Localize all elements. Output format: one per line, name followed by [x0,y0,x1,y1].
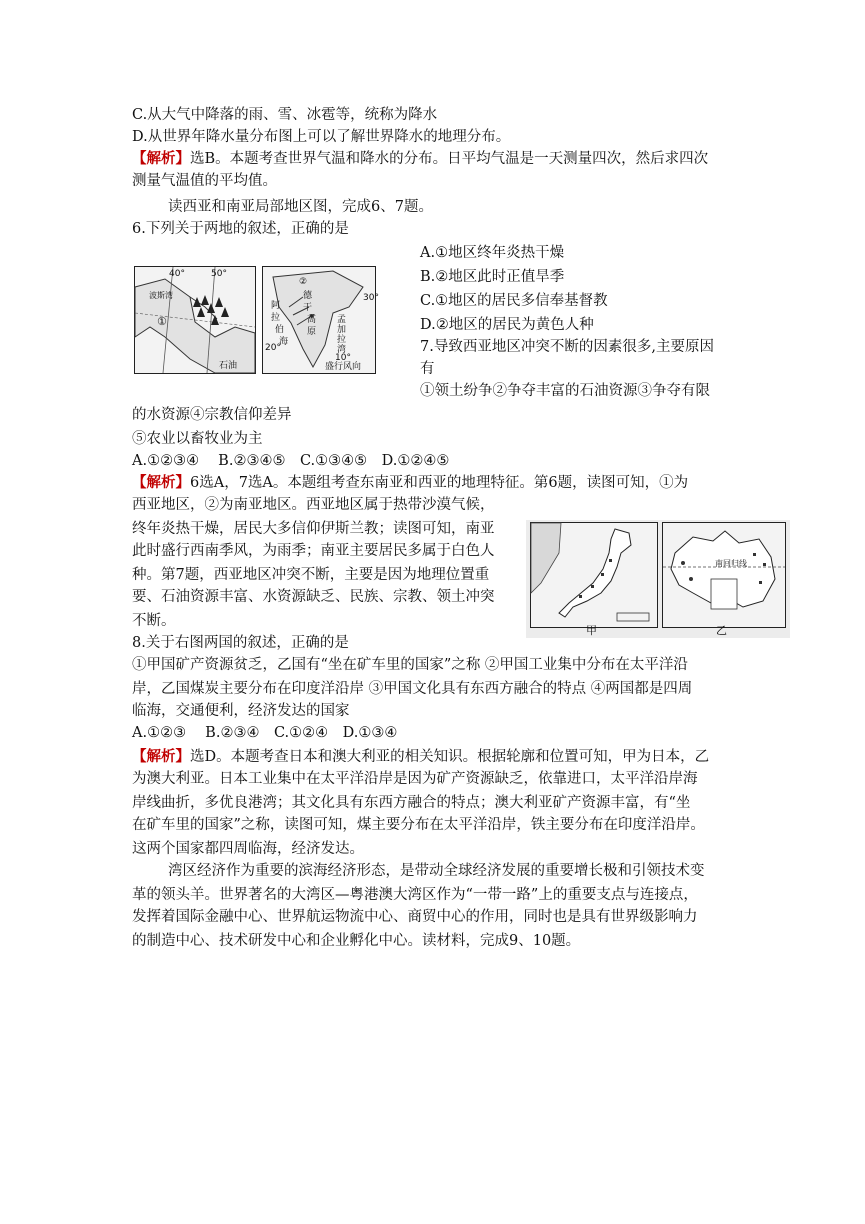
analysis-line: 岸线曲折，多优良港湾；其文化具有东西方融合的特点；澳大利亚矿产资源丰富，有“坐 [132,795,691,811]
analysis-line: 在矿车里的国家”之称，读图可知，煤主要分布在太平洋沿岸，铁主要分布在印度洋沿岸。 [132,817,705,833]
gulf-label: 波斯湾 [149,291,173,300]
map-label-jia: 甲 [586,624,597,637]
legend-label: 石油 [219,361,238,371]
region-label: ① [157,315,167,328]
question-8: 8.关于右图两国的叙述，正确的是 [132,635,349,651]
analysis-line [132,148,708,170]
analysis-line: 为澳大利亚。日本工业集中在太平洋沿岸是因为矿产资源缺乏，依靠进口，太平洋沿岸海 [132,771,698,787]
material-paragraph: 发挥着国际金融中心、世界航运物流中心、商贸中心的作用，同时也是具有世界级影响力 [132,909,698,925]
material-paragraph: 革的领头羊。世界著名的大湾区—粤港澳大湾区作为“一带一路”上的重要支点与连接点， [132,887,698,903]
text-line: 测量气温值的平均值。 [132,173,277,189]
analysis-text: 选B。本题考查世界气温和降水的分布。日平均气温是一天测量四次，然后求四次 [190,151,709,167]
legend-label: 盛行风向 [325,362,362,372]
question-7: 7.导致西亚地区冲突不断的因素很多,主要原因 [420,339,714,355]
analysis-line: 此时盛行西南季风，为雨季；南亚主要居民多属于白色人 [132,543,495,559]
bay-label: 孟加拉湾 [337,315,347,355]
map-label-yi: 乙 [716,624,727,637]
question-7-items-cont: 的水资源④宗教信仰差异 [132,407,292,423]
map-west-asia [134,266,256,374]
analysis-line: 终年炎热干燥，居民大多信仰伊斯兰教；读图可知，南亚 [132,521,495,537]
text-line: C.从大气中降落的雨、雪、冰雹等，统称为降水 [132,107,438,123]
question-8-options: A.①②③ B.②③④ C.①②④ D.①③④ [132,725,398,741]
map-figure-asia [134,266,414,376]
plateau-char: 德 [303,291,313,301]
analysis-line: 种。第7题，西亚地区冲突不断，主要是因为地理位置重 [132,567,490,583]
latitude-label: 30° [363,293,379,303]
map-australia [662,522,786,628]
question-6: 6.下列关于两地的叙述，正确的是 [132,221,349,237]
analysis-line [132,746,709,768]
sea-char: 拉 [271,313,281,323]
material-paragraph: 湾区经济作为重要的滨海经济形态，是带动全球经济发展的重要增长极和引领技术变 [168,863,705,879]
material-paragraph: 的制造中心、技术研发中心和企业孵化中心。读材料，完成9、10题。 [132,933,581,949]
plateau-char: 原 [307,327,317,337]
sea-char: 海 [279,337,289,347]
map-south-asia [262,266,379,374]
analysis-text: 6选A，7选A。本题组考查东南亚和西亚的地理特征。第6题，读图可知，①为 [190,475,689,491]
analysis-tag: 【解析】 [132,474,190,491]
west-asia-outline [135,267,255,373]
question-8-text: ①甲国矿产资源贫乏，乙国有“坐在矿车里的国家”之称 ②甲国工业集中分布在太平洋沿 [132,657,688,673]
analysis-line: 不断。 [132,613,176,629]
analysis-line: 西亚地区，②为南亚地区。西亚地区属于热带沙漠气候， [132,497,495,513]
latitude-label: 10° [335,353,351,363]
analysis-text: 选D。本题考查日本和澳大利亚的相关知识。根据轮廓和位置可知，甲为日本，乙 [190,749,710,765]
text-line: D.从世界年降水量分布图上可以了解世界降水的地理分布。 [132,129,511,145]
region-label: ② [299,277,308,287]
analysis-line: 这两个国家都四周临海，经济发达。 [132,841,364,857]
tropic-line-label: 南回归线 [715,559,747,568]
longitude-label: 40° [169,269,185,279]
question-7-item5: ⑤农业以畜牧业为主 [132,431,263,447]
question-8-text: 岸，乙国煤炭主要分布在印度洋沿岸 ③甲国文化具有东西方融合的特点 ④两国都是四周 [132,681,693,697]
japan-outline [531,523,657,627]
latitude-label: 20° [265,343,281,353]
text-line: 读西亚和南亚局部地区图，完成6、7题。 [168,199,433,215]
option-6c: C.①地区的居民多信奉基督教 [420,293,608,309]
sea-char: 阿 [271,301,281,311]
map-japan [530,522,658,628]
sea-char: 伯 [275,325,285,335]
analysis-tag: 【解析】 [132,748,190,765]
longitude-label: 50° [211,269,227,279]
analysis-line: 要、石油资源丰富、水资源缺乏、民族、宗教、领土冲突 [132,589,495,605]
question-8-text: 临海，交通便利，经济发达的国家 [132,703,350,719]
plateau-char: 高 [307,315,317,325]
analysis-line [132,472,688,494]
question-7-cont: 有 [420,361,435,377]
question-7-options: A.①②③④ B.②③④⑤ C.①③④⑤ D.①②④⑤ [132,453,450,469]
analysis-tag: 【解析】 [132,150,190,167]
option-6d: D.②地区的居民为黄色人种 [420,317,594,333]
plateau-char: 干 [303,303,313,313]
question-7-items: ①领土纷争②争夺丰富的石油资源③争夺有限 [420,383,710,399]
option-6a: A.①地区终年炎热干燥 [420,245,565,261]
australia-outline [663,523,785,627]
option-6b: B.②地区此时正值旱季 [420,269,565,285]
map-figure-japan-australia [526,520,790,638]
